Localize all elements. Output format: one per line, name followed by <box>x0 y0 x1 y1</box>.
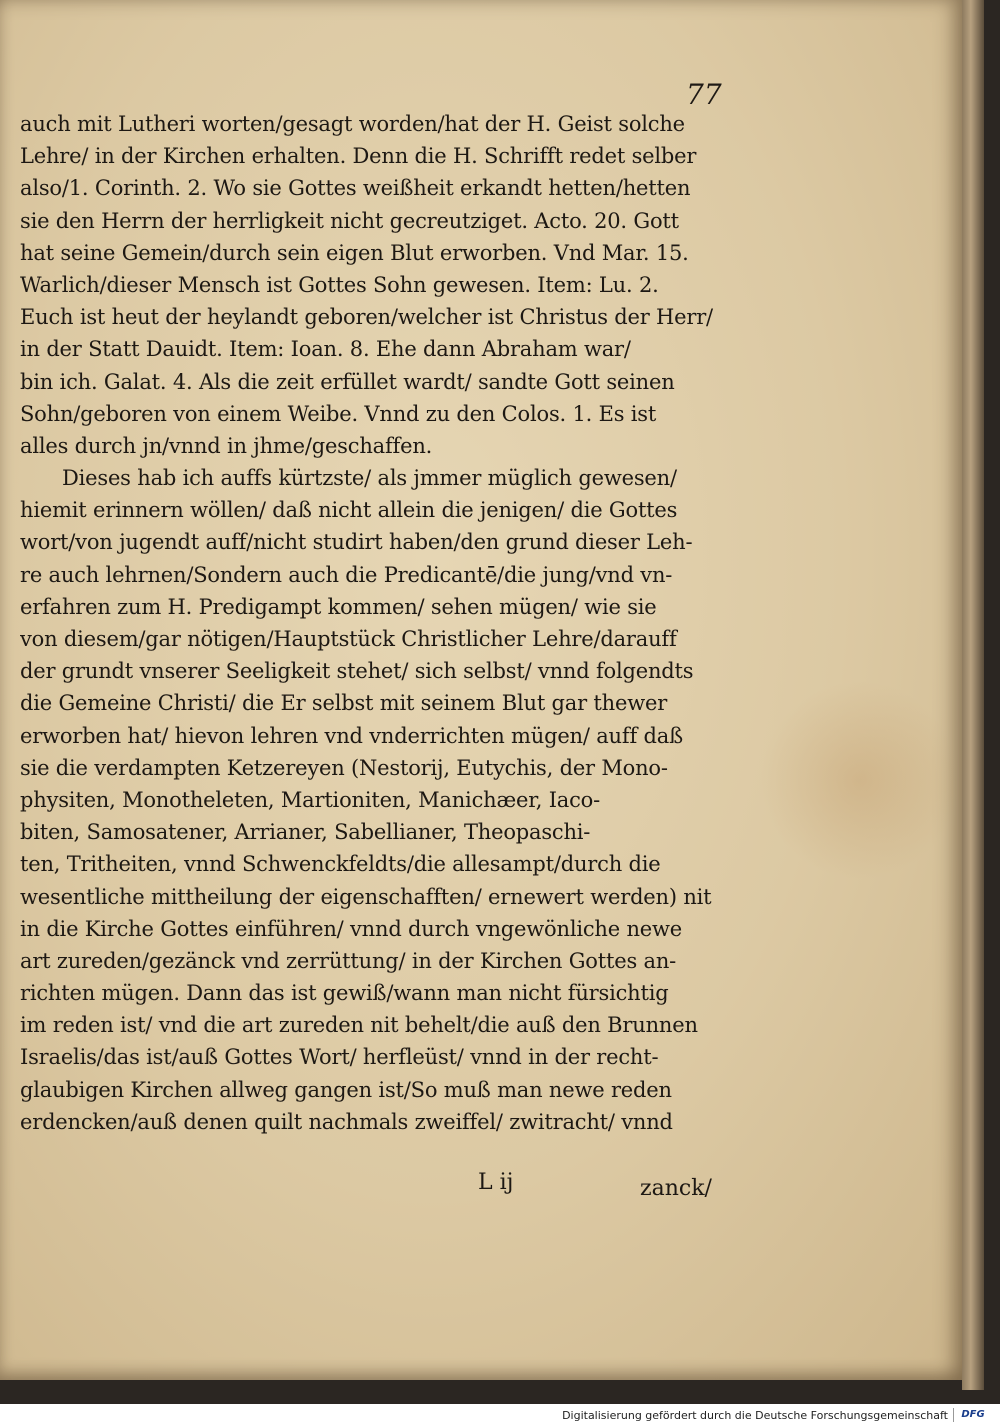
text-line: erdencken/auß denen quilt nachmals zweiffel/ zwitracht/ vnnd <box>20 1109 673 1134</box>
text-line: wesentliche mittheilung der eigenschafften/ ernewert werden) nit <box>20 884 712 909</box>
text-line: bin ich. Galat. 4. Als die zeit erfüllet wardt/ sandte Gott seinen <box>20 369 675 394</box>
funding-credit: Digitalisierung gefördert durch die Deutsche Forschungsgemeinschaft <box>562 1409 948 1422</box>
catchword: zanck/ <box>640 1176 712 1201</box>
text-line: hat seine Gemein/durch sein eigen Blut erworben. Vnd Mar. 15. <box>20 240 689 265</box>
text-line: biten, Samosatener, Arrianer, Sabellianer, Theopaschi- <box>20 820 591 845</box>
page-edge <box>962 0 984 1390</box>
text-line: Sohn/geboren von einem Weibe. Vnnd zu den Colos. 1. Es ist <box>20 401 657 426</box>
text-line: sie die verdampten Ketzereyen (Nestorij, Eutychis, der Mono- <box>20 755 668 780</box>
dfg-logo-icon: DFG <box>953 1408 992 1422</box>
text-line: art zureden/gezänck vnd zerrüttung/ in der Kirchen Gottes an- <box>20 948 677 973</box>
text-line: Dieses hab ich auffs kürtzste/ als jmmer müglich gewesen/ <box>62 466 677 491</box>
text-line: also/1. Corinth. 2. Wo sie Gottes weißheit erkandt hetten/hetten <box>20 176 691 201</box>
page-number: 77 <box>686 78 722 111</box>
text-line: in die Kirche Gottes einführen/ vnnd durch vngewönliche newe <box>20 916 682 941</box>
text-line: richten mügen. Dann das ist gewiß/wann man nicht fürsichtig <box>20 981 669 1006</box>
text-line: hiemit erinnern wöllen/ daß nicht allein die jenigen/ die Gottes <box>20 498 678 523</box>
text-line: glaubigen Kirchen allweg gangen ist/So muß man newe reden <box>20 1077 672 1102</box>
text-line: erworben hat/ hievon lehren vnd vnderrichten mügen/ auff daß <box>20 723 683 748</box>
text-line: physiten, Monotheleten, Martioniten, Manichæer, Iaco- <box>20 787 601 812</box>
text-line: von diesem/gar nötigen/Hauptstück Christlicher Lehre/darauff <box>20 627 677 651</box>
text-line: in der Statt Dauidt. Item: Ioan. 8. Ehe dann Abraham war/ <box>20 337 631 362</box>
text-line: wort/von jugendt auff/nicht studirt haben/den grund dieser Leh- <box>20 530 693 555</box>
water-stain <box>760 680 960 880</box>
text-line: Warlich/dieser Mensch ist Gottes Sohn gewesen. Item: Lu. 2. <box>20 272 659 297</box>
signature-mark: L ij <box>478 1170 514 1195</box>
text-line: ten, Tritheiten, vnnd Schwenckfeldts/die allesampt/durch die <box>20 852 661 877</box>
text-line: die Gemeine Christi/ die Er selbst mit seinem Blut gar thewer <box>20 691 668 716</box>
text-line: der grundt vnserer Seeligkeit stehet/ sich selbst/ vnnd folgendts <box>20 659 694 684</box>
body-text <box>20 108 750 1138</box>
text-line: alles durch jn/vnnd in jhme/geschaffen. <box>20 433 433 458</box>
text-line: auch mit Lutheri worten/gesagt worden/hat der H. Geist solche <box>20 112 685 136</box>
text-line: sie den Herrn der herrligkeit nicht gecreutziget. Acto. 20. Gott <box>20 208 679 233</box>
text-line: im reden ist/ vnd die art zureden nit behelt/die auß den Brunnen <box>20 1013 698 1038</box>
text-line: erfahren zum H. Predigampt kommen/ sehen mügen/ wie sie <box>20 594 657 619</box>
text-line: Euch ist heut der heylandt geboren/welcher ist Christus der Herr/ <box>20 305 713 330</box>
text-line: re auch lehrnen/Sondern auch die Predicantē/die jung/vnd vn- <box>20 562 673 587</box>
text-line: Lehre/ in der Kirchen erhalten. Denn die H. Schrifft redet selber <box>20 144 697 169</box>
text-line: Israelis/das ist/auß Gottes Wort/ herfleüst/ vnnd in der recht- <box>20 1045 659 1070</box>
footer-bar <box>0 1404 1000 1426</box>
